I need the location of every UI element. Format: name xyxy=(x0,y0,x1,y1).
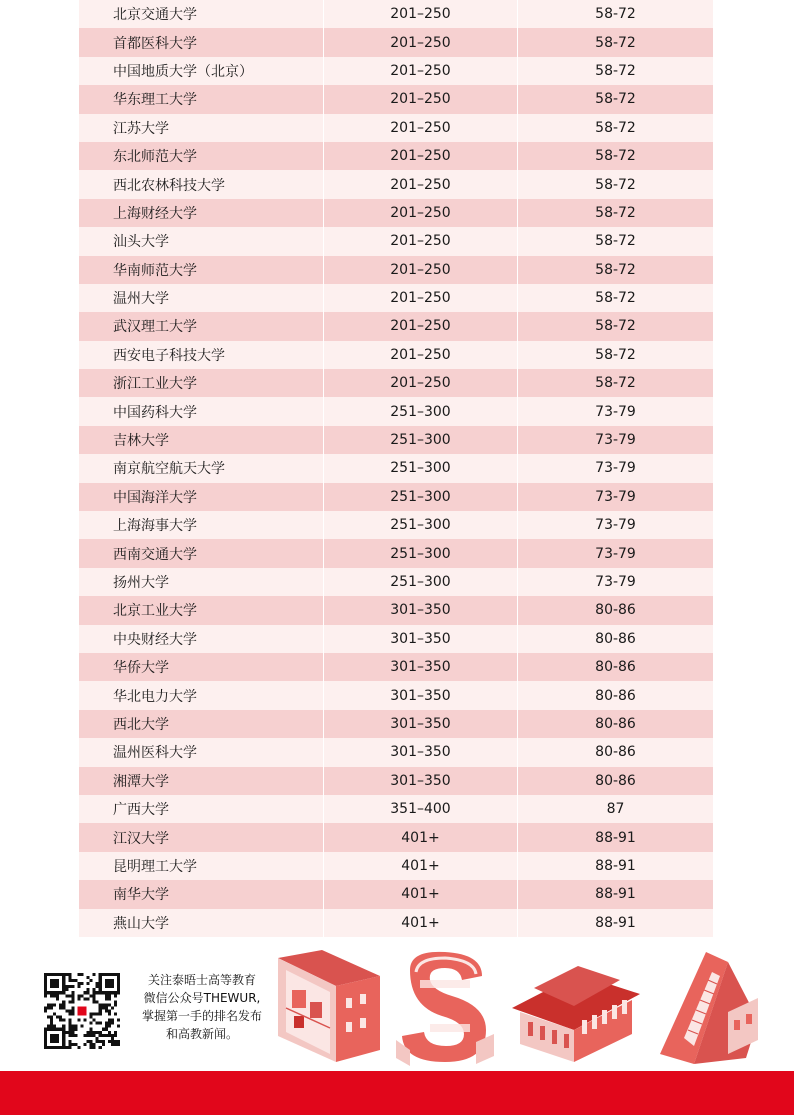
university-name: 中国地质大学（北京） xyxy=(113,63,253,80)
world-rank: 201–250 xyxy=(323,85,518,113)
china-rank: 73-79 xyxy=(595,517,636,534)
university-name: 温州医科大学 xyxy=(113,745,197,762)
university-name: 华南师范大学 xyxy=(113,262,197,279)
bottom-red-bar xyxy=(0,1071,794,1115)
table-row xyxy=(79,823,713,851)
china-rank: 58-72 xyxy=(595,34,636,51)
world-rank: 201–250 xyxy=(323,369,518,397)
building-illustration-3 xyxy=(508,950,642,1070)
china-rank: 73-79 xyxy=(595,574,636,590)
china-rank: 58-72 xyxy=(595,346,636,363)
university-name: 西南交通大学 xyxy=(113,546,197,563)
china-rank: 80-86 xyxy=(595,602,636,619)
china-rank: 58-72 xyxy=(595,204,636,221)
table-row xyxy=(79,227,713,255)
table-row xyxy=(79,256,713,284)
table-row xyxy=(79,199,713,227)
table-row xyxy=(79,596,713,624)
world-rank: 201–250 xyxy=(323,199,518,227)
university-name: 湘潭大学 xyxy=(113,773,169,790)
world-rank: 201–250 xyxy=(323,256,518,284)
world-rank: 251–300 xyxy=(323,539,518,567)
china-rank: 80-86 xyxy=(595,630,636,647)
world-rank: 201–250 xyxy=(323,142,518,170)
table-row xyxy=(79,710,713,738)
china-rank: 58-72 xyxy=(595,148,636,165)
follow-line: 微信公众号THEWUR, xyxy=(143,991,261,1005)
table-row xyxy=(79,483,713,511)
table-row xyxy=(79,681,713,709)
table-row xyxy=(79,57,713,85)
table-row xyxy=(79,142,713,170)
world-rank: 201–250 xyxy=(323,57,518,85)
china-rank: 58-72 xyxy=(595,62,636,79)
university-name: 武汉理工大学 xyxy=(113,319,197,336)
university-name: 江汉大学 xyxy=(113,830,169,847)
university-name: 上海海事大学 xyxy=(113,518,197,535)
university-name: 首都医科大学 xyxy=(113,35,197,52)
university-name: 西北大学 xyxy=(113,716,169,733)
china-rank: 73-79 xyxy=(595,432,636,449)
table-row xyxy=(79,568,713,596)
world-rank: 251–300 xyxy=(323,511,518,539)
university-name: 南华大学 xyxy=(113,887,169,904)
university-name: 温州大学 xyxy=(113,291,169,308)
university-name: 昆明理工大学 xyxy=(113,858,197,875)
university-name: 燕山大学 xyxy=(113,915,169,932)
world-rank: 201–250 xyxy=(323,284,518,312)
world-rank: 301–350 xyxy=(323,653,518,681)
university-name: 西北农林科技大学 xyxy=(113,177,225,194)
university-name: 浙江工业大学 xyxy=(113,376,197,393)
follow-line: 关注泰晤士高等教育 xyxy=(147,973,256,987)
world-rank: 301–350 xyxy=(323,596,518,624)
china-rank: 58-72 xyxy=(595,375,636,392)
university-name: 中国药科大学 xyxy=(113,404,197,421)
university-name: 西安电子科技大学 xyxy=(113,347,225,364)
world-rank: 201–250 xyxy=(323,0,518,28)
world-rank: 301–350 xyxy=(323,710,518,738)
table-row xyxy=(79,625,713,653)
university-name: 南京航空航天大学 xyxy=(113,461,225,478)
china-rank: 88-91 xyxy=(595,886,636,903)
world-rank: 301–350 xyxy=(323,738,518,766)
world-rank: 401+ xyxy=(323,852,518,880)
world-rank: 301–350 xyxy=(323,681,518,709)
china-rank: 88-91 xyxy=(595,857,636,874)
world-rank: 401+ xyxy=(323,909,518,937)
world-rank: 201–250 xyxy=(323,28,518,56)
university-name: 广西大学 xyxy=(113,802,169,819)
table-row xyxy=(79,0,713,28)
china-rank: 58-72 xyxy=(595,261,636,278)
china-rank: 73-79 xyxy=(595,488,636,505)
china-rank: 88-91 xyxy=(595,829,636,846)
building-illustration-2 xyxy=(390,950,500,1070)
university-name: 北京工业大学 xyxy=(113,603,197,620)
university-name: 华东理工大学 xyxy=(113,92,197,109)
university-name: 东北师范大学 xyxy=(113,149,197,166)
table-row xyxy=(79,454,713,482)
table-row xyxy=(79,369,713,397)
table-row xyxy=(79,909,713,937)
world-rank: 401+ xyxy=(323,880,518,908)
world-rank: 301–350 xyxy=(323,767,518,795)
world-rank: 201–250 xyxy=(323,341,518,369)
university-name: 北京交通大学 xyxy=(113,7,197,24)
table-row xyxy=(79,341,713,369)
china-rank: 80-86 xyxy=(595,659,636,676)
china-rank: 58-72 xyxy=(595,6,636,23)
university-name: 汕头大学 xyxy=(113,234,169,251)
world-rank: 251–300 xyxy=(323,454,518,482)
follow-text xyxy=(124,971,280,1043)
table-row xyxy=(79,312,713,340)
world-rank: 251–300 xyxy=(323,426,518,454)
china-rank: 58-72 xyxy=(595,318,636,335)
university-name: 扬州大学 xyxy=(113,575,169,591)
china-rank: 80-86 xyxy=(595,687,636,704)
university-name: 江苏大学 xyxy=(113,120,169,137)
university-name: 中国海洋大学 xyxy=(113,489,197,506)
university-name: 华北电力大学 xyxy=(113,688,197,705)
follow-line: 和高教新闻。 xyxy=(165,1027,238,1041)
table-row xyxy=(79,284,713,312)
china-rank: 58-72 xyxy=(595,233,636,250)
university-name: 华侨大学 xyxy=(113,660,169,677)
china-rank: 58-72 xyxy=(595,119,636,136)
china-rank: 87 xyxy=(606,801,625,818)
table-row xyxy=(79,511,713,539)
table-row xyxy=(79,85,713,113)
world-rank: 201–250 xyxy=(323,170,518,198)
china-rank: 73-79 xyxy=(595,545,636,562)
table-row xyxy=(79,880,713,908)
qr-code-icon[interactable] xyxy=(44,973,120,1049)
footer xyxy=(0,940,794,1075)
china-rank: 80-86 xyxy=(595,772,636,789)
table-row xyxy=(79,852,713,880)
table-row xyxy=(79,795,713,823)
china-rank: 88-91 xyxy=(595,914,636,931)
table-row xyxy=(79,28,713,56)
table-row xyxy=(79,426,713,454)
ranking-table xyxy=(79,0,713,937)
china-rank: 58-72 xyxy=(595,176,636,193)
world-rank: 401+ xyxy=(323,823,518,851)
china-rank: 80-86 xyxy=(595,744,636,761)
world-rank: 251–300 xyxy=(323,397,518,425)
university-name: 中央财经大学 xyxy=(113,631,197,648)
university-name: 上海财经大学 xyxy=(113,205,197,222)
table-row xyxy=(79,397,713,425)
building-illustration-4 xyxy=(654,950,764,1072)
follow-line: 掌握第一手的排名发布 xyxy=(141,1009,262,1023)
world-rank: 301–350 xyxy=(323,625,518,653)
world-rank: 201–250 xyxy=(323,114,518,142)
building-illustration-1 xyxy=(272,950,384,1068)
table-row xyxy=(79,170,713,198)
world-rank: 251–300 xyxy=(323,568,518,596)
world-rank: 251–300 xyxy=(323,483,518,511)
china-rank: 58-72 xyxy=(595,290,636,307)
china-rank: 80-86 xyxy=(595,715,636,732)
table-row xyxy=(79,539,713,567)
world-rank: 201–250 xyxy=(323,227,518,255)
university-name: 吉林大学 xyxy=(113,433,169,450)
table-row xyxy=(79,653,713,681)
table-row xyxy=(79,738,713,766)
table-row xyxy=(79,767,713,795)
table-row xyxy=(79,114,713,142)
china-rank: 73-79 xyxy=(595,460,636,477)
china-rank: 73-79 xyxy=(595,403,636,420)
world-rank: 351–400 xyxy=(323,795,518,823)
china-rank: 58-72 xyxy=(595,91,636,108)
world-rank: 201–250 xyxy=(323,312,518,340)
